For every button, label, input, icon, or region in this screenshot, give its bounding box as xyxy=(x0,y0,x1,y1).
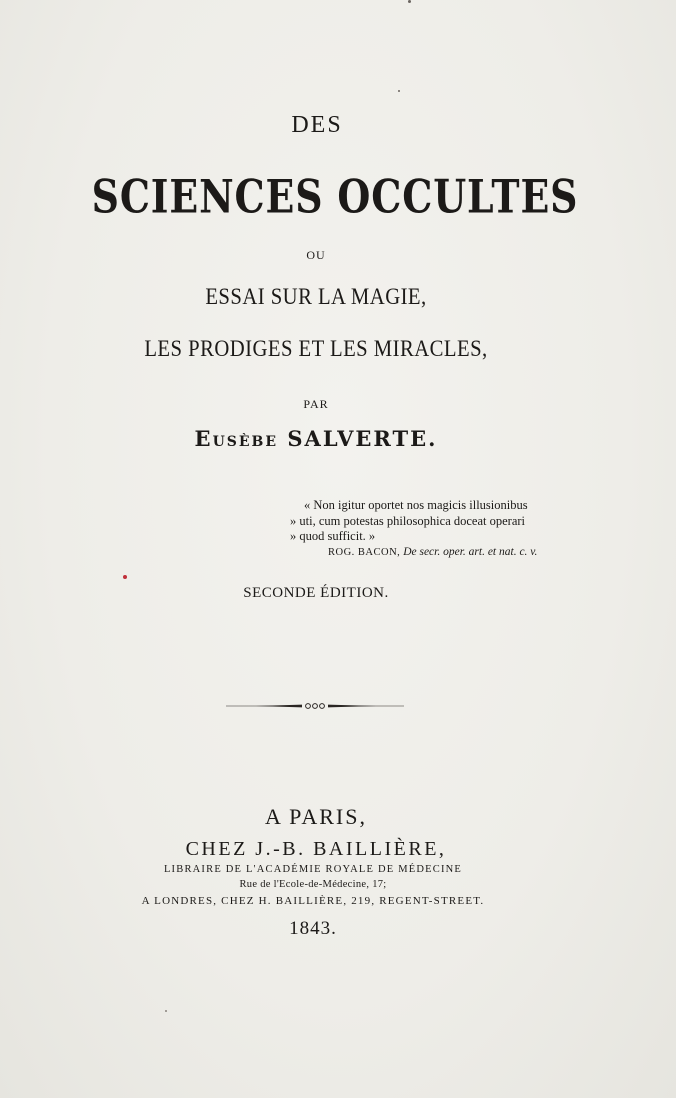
imprint-address: Rue de l'Ecole-de-Médecine, 17; xyxy=(239,879,387,890)
imprint-city: A PARIS, xyxy=(264,804,367,829)
epigraph xyxy=(290,498,550,560)
paper-speck xyxy=(398,90,400,92)
title-des: DES xyxy=(291,112,343,138)
author-by: PAR xyxy=(303,397,329,411)
ornamental-rule-icon xyxy=(226,700,406,712)
imprint-london: A LONDRES, CHEZ H. BAILLIÈRE, 219, REGENT-STREET. xyxy=(141,895,485,907)
author-name xyxy=(0,426,632,451)
epigraph-line-2: » uti, cum potestas philosophica doceat operari xyxy=(290,513,526,528)
paper-speck xyxy=(408,0,411,3)
edition-label: SECONDE ÉDITION. xyxy=(243,585,389,601)
epigraph-line-1: « Non igitur oportet nos magicis illusionibus xyxy=(304,498,528,512)
epigraph-source xyxy=(290,545,550,561)
author-first-rest: USÈBE xyxy=(212,434,279,450)
imprint-year: 1843. xyxy=(289,918,337,939)
author-first-initial: E xyxy=(194,426,213,451)
imprint-publisher-role: LIBRAIRE DE L'ACADÉMIE ROYALE DE MÉDECINE xyxy=(163,864,463,875)
epigraph-source-author: ROG. BACON, xyxy=(328,546,401,558)
main-title: SCIENCES OCCULTES xyxy=(91,170,579,225)
subtitle-line-2: LES PRODIGES ET LES MIRACLES, xyxy=(144,336,488,361)
paper-speck xyxy=(123,575,127,579)
author-last-name: SALVERTE. xyxy=(287,426,438,451)
epigraph-line-3: » quod sufficit. » xyxy=(290,529,376,543)
title-conjunction: OU xyxy=(306,248,326,262)
imprint-publisher: CHEZ J.-B. BAILLIÈRE, xyxy=(185,838,447,860)
epigraph-source-work: De secr. oper. art. et nat. c. v. xyxy=(403,545,538,558)
subtitle-line-1: ESSAI SUR LA MAGIE, xyxy=(205,284,427,309)
paper-speck xyxy=(165,1010,167,1012)
